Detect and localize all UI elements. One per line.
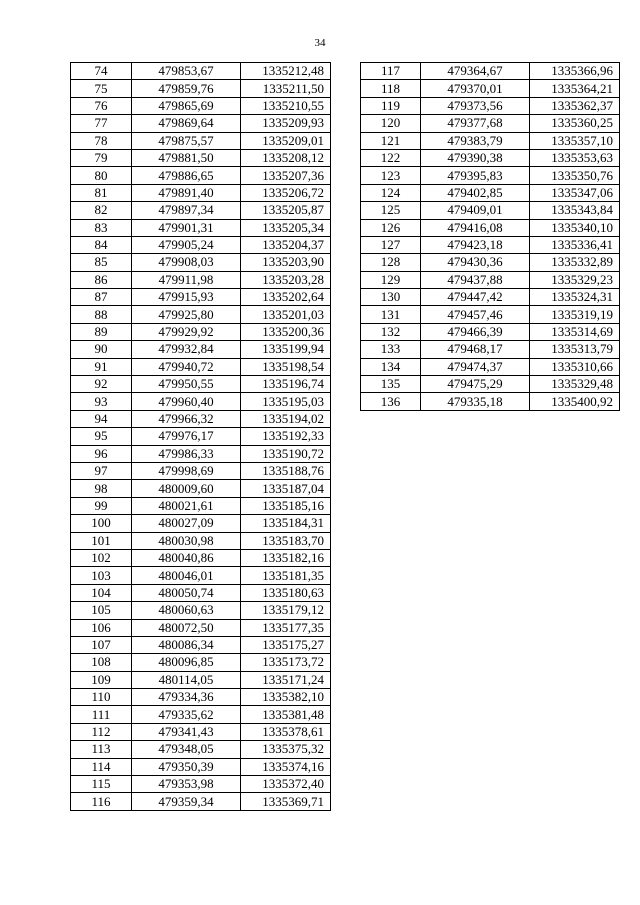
point-number-cell: 107 [71,636,132,653]
x-coordinate-cell: 479925,80 [132,306,241,323]
point-number-cell: 94 [71,410,132,427]
y-coordinate-cell: 1335192,33 [241,428,331,445]
y-coordinate-cell: 1335324,31 [530,289,620,306]
point-number-cell: 91 [71,358,132,375]
table-row [71,741,331,758]
point-number-cell: 79 [71,149,132,166]
y-coordinate-cell: 1335200,36 [241,323,331,340]
y-coordinate-cell: 1335375,32 [241,741,331,758]
x-coordinate-cell: 480046,01 [132,567,241,584]
point-number-cell: 89 [71,323,132,340]
y-coordinate-cell: 1335177,35 [241,619,331,636]
y-coordinate-cell: 1335203,90 [241,254,331,271]
point-number-cell: 123 [361,167,421,184]
point-number-cell: 83 [71,219,132,236]
point-number-cell: 81 [71,184,132,201]
table-row [361,306,620,323]
x-coordinate-cell: 479986,33 [132,445,241,462]
coordinates-table-left [70,62,331,811]
x-coordinate-cell: 479891,40 [132,184,241,201]
x-coordinate-cell: 479901,31 [132,219,241,236]
table-row [361,376,620,393]
table-row [361,63,620,80]
y-coordinate-cell: 1335319,19 [530,306,620,323]
y-coordinate-cell: 1335180,63 [241,584,331,601]
y-coordinate-cell: 1335175,27 [241,636,331,653]
y-coordinate-cell: 1335314,69 [530,323,620,340]
point-number-cell: 127 [361,236,421,253]
table-row [361,271,620,288]
table-row [361,167,620,184]
x-coordinate-cell: 479334,36 [132,689,241,706]
table-row [71,236,331,253]
y-coordinate-cell: 1335205,34 [241,219,331,236]
y-coordinate-cell: 1335199,94 [241,341,331,358]
x-coordinate-cell: 479950,55 [132,376,241,393]
table-row [71,689,331,706]
point-number-cell: 132 [361,323,421,340]
point-number-cell: 95 [71,428,132,445]
point-number-cell: 85 [71,254,132,271]
x-coordinate-cell: 479370,01 [421,80,530,97]
table-row [71,793,331,810]
point-number-cell: 129 [361,271,421,288]
x-coordinate-cell: 479390,38 [421,149,530,166]
x-coordinate-cell: 479966,32 [132,410,241,427]
table-row [71,184,331,201]
point-number-cell: 118 [361,80,421,97]
y-coordinate-cell: 1335203,28 [241,271,331,288]
x-coordinate-cell: 480086,34 [132,636,241,653]
table-row [361,132,620,149]
y-coordinate-cell: 1335201,03 [241,306,331,323]
point-number-cell: 115 [71,776,132,793]
y-coordinate-cell: 1335190,72 [241,445,331,462]
y-coordinate-cell: 1335196,74 [241,376,331,393]
table-row [71,149,331,166]
point-number-cell: 99 [71,497,132,514]
table-row [361,358,620,375]
point-number-cell: 128 [361,254,421,271]
table-row [71,515,331,532]
x-coordinate-cell: 479373,56 [421,97,530,114]
table-row [71,323,331,340]
x-coordinate-cell: 480114,05 [132,671,241,688]
x-coordinate-cell: 479335,18 [421,393,530,410]
point-number-cell: 109 [71,671,132,688]
table-row [71,219,331,236]
table-row [71,132,331,149]
table-row [71,654,331,671]
point-number-cell: 86 [71,271,132,288]
table-row [71,306,331,323]
table-row [71,723,331,740]
table-row [71,480,331,497]
x-coordinate-cell: 479976,17 [132,428,241,445]
table-row [71,254,331,271]
x-coordinate-cell: 479430,36 [421,254,530,271]
table-row [71,532,331,549]
point-number-cell: 78 [71,132,132,149]
x-coordinate-cell: 479915,93 [132,289,241,306]
point-number-cell: 119 [361,97,421,114]
y-coordinate-cell: 1335212,48 [241,63,331,80]
point-number-cell: 104 [71,584,132,601]
point-number-cell: 120 [361,115,421,132]
y-coordinate-cell: 1335369,71 [241,793,331,810]
y-coordinate-cell: 1335179,12 [241,602,331,619]
point-number-cell: 92 [71,376,132,393]
table-row [71,636,331,653]
y-coordinate-cell: 1335198,54 [241,358,331,375]
point-number-cell: 114 [71,758,132,775]
x-coordinate-cell: 479932,84 [132,341,241,358]
point-number-cell: 82 [71,202,132,219]
table-row [361,80,620,97]
table-row [71,63,331,80]
table-row [71,567,331,584]
table-row [71,97,331,114]
x-coordinate-cell: 479437,88 [421,271,530,288]
table-row [71,271,331,288]
x-coordinate-cell: 479348,05 [132,741,241,758]
y-coordinate-cell: 1335185,16 [241,497,331,514]
y-coordinate-cell: 1335382,10 [241,689,331,706]
table-row [361,254,620,271]
point-number-cell: 111 [71,706,132,723]
table-row [71,358,331,375]
point-number-cell: 75 [71,80,132,97]
y-coordinate-cell: 1335209,01 [241,132,331,149]
point-number-cell: 112 [71,723,132,740]
y-coordinate-cell: 1335347,06 [530,184,620,201]
table-row [361,341,620,358]
point-number-cell: 97 [71,462,132,479]
x-coordinate-cell: 479383,79 [421,132,530,149]
y-coordinate-cell: 1335372,40 [241,776,331,793]
x-coordinate-cell: 479875,57 [132,132,241,149]
table-row [361,323,620,340]
x-coordinate-cell: 480050,74 [132,584,241,601]
table-row [71,202,331,219]
x-coordinate-cell: 480060,63 [132,602,241,619]
x-coordinate-cell: 479998,69 [132,462,241,479]
y-coordinate-cell: 1335353,63 [530,149,620,166]
x-coordinate-cell: 479869,64 [132,115,241,132]
x-coordinate-cell: 479881,50 [132,149,241,166]
page-number: 34 [314,37,326,49]
x-coordinate-cell: 479475,29 [421,376,530,393]
x-coordinate-cell: 480009,60 [132,480,241,497]
point-number-cell: 121 [361,132,421,149]
point-number-cell: 76 [71,97,132,114]
y-coordinate-cell: 1335378,61 [241,723,331,740]
y-coordinate-cell: 1335374,16 [241,758,331,775]
y-coordinate-cell: 1335360,25 [530,115,620,132]
y-coordinate-cell: 1335207,36 [241,167,331,184]
table-row [71,341,331,358]
point-number-cell: 110 [71,689,132,706]
y-coordinate-cell: 1335210,55 [241,97,331,114]
y-coordinate-cell: 1335182,16 [241,549,331,566]
y-coordinate-cell: 1335171,24 [241,671,331,688]
x-coordinate-cell: 479897,34 [132,202,241,219]
point-number-cell: 98 [71,480,132,497]
y-coordinate-cell: 1335336,41 [530,236,620,253]
x-coordinate-cell: 479960,40 [132,393,241,410]
table-row [71,671,331,688]
y-coordinate-cell: 1335206,72 [241,184,331,201]
table-row [71,549,331,566]
point-number-cell: 103 [71,567,132,584]
table-row [361,184,620,201]
table-row [361,115,620,132]
table-row [71,602,331,619]
y-coordinate-cell: 1335202,64 [241,289,331,306]
y-coordinate-cell: 1335187,04 [241,480,331,497]
y-coordinate-cell: 1335343,84 [530,202,620,219]
point-number-cell: 133 [361,341,421,358]
table-row [71,462,331,479]
table-row [71,497,331,514]
y-coordinate-cell: 1335184,31 [241,515,331,532]
x-coordinate-cell: 479474,37 [421,358,530,375]
x-coordinate-cell: 480021,61 [132,497,241,514]
x-coordinate-cell: 480030,98 [132,532,241,549]
x-coordinate-cell: 479457,46 [421,306,530,323]
x-coordinate-cell: 479409,01 [421,202,530,219]
point-number-cell: 136 [361,393,421,410]
table-row [71,758,331,775]
x-coordinate-cell: 479468,17 [421,341,530,358]
table-row [71,428,331,445]
point-number-cell: 134 [361,358,421,375]
point-number-cell: 74 [71,63,132,80]
table-row [361,289,620,306]
x-coordinate-cell: 479929,92 [132,323,241,340]
x-coordinate-cell: 479853,67 [132,63,241,80]
table-row [71,584,331,601]
y-coordinate-cell: 1335362,37 [530,97,620,114]
x-coordinate-cell: 479940,72 [132,358,241,375]
point-number-cell: 93 [71,393,132,410]
point-number-cell: 100 [71,515,132,532]
table-row [361,202,620,219]
x-coordinate-cell: 479395,83 [421,167,530,184]
table-row [71,619,331,636]
point-number-cell: 102 [71,549,132,566]
table-row [361,149,620,166]
point-number-cell: 135 [361,376,421,393]
point-number-cell: 105 [71,602,132,619]
table-row [71,776,331,793]
table-row [71,445,331,462]
x-coordinate-cell: 480027,09 [132,515,241,532]
point-number-cell: 84 [71,236,132,253]
point-number-cell: 117 [361,63,421,80]
point-number-cell: 131 [361,306,421,323]
y-coordinate-cell: 1335188,76 [241,462,331,479]
table-row [71,706,331,723]
point-number-cell: 113 [71,741,132,758]
y-coordinate-cell: 1335183,70 [241,532,331,549]
point-number-cell: 106 [71,619,132,636]
point-number-cell: 77 [71,115,132,132]
table-row [361,97,620,114]
x-coordinate-cell: 479353,98 [132,776,241,793]
table-row [71,80,331,97]
table-row [71,410,331,427]
y-coordinate-cell: 1335350,76 [530,167,620,184]
table-row [71,167,331,184]
x-coordinate-cell: 479359,34 [132,793,241,810]
x-coordinate-cell: 479350,39 [132,758,241,775]
y-coordinate-cell: 1335313,79 [530,341,620,358]
y-coordinate-cell: 1335357,10 [530,132,620,149]
x-coordinate-cell: 479865,69 [132,97,241,114]
y-coordinate-cell: 1335364,21 [530,80,620,97]
y-coordinate-cell: 1335329,23 [530,271,620,288]
x-coordinate-cell: 479905,24 [132,236,241,253]
x-coordinate-cell: 479886,65 [132,167,241,184]
point-number-cell: 124 [361,184,421,201]
y-coordinate-cell: 1335366,96 [530,63,620,80]
point-number-cell: 90 [71,341,132,358]
point-number-cell: 108 [71,654,132,671]
point-number-cell: 125 [361,202,421,219]
y-coordinate-cell: 1335381,48 [241,706,331,723]
point-number-cell: 87 [71,289,132,306]
y-coordinate-cell: 1335194,02 [241,410,331,427]
x-coordinate-cell: 479341,43 [132,723,241,740]
y-coordinate-cell: 1335400,92 [530,393,620,410]
x-coordinate-cell: 479859,76 [132,80,241,97]
x-coordinate-cell: 479335,62 [132,706,241,723]
table-row [361,393,620,410]
x-coordinate-cell: 479466,39 [421,323,530,340]
table-row [71,393,331,410]
point-number-cell: 101 [71,532,132,549]
coordinates-table-right [360,62,620,411]
x-coordinate-cell: 479423,18 [421,236,530,253]
x-coordinate-cell: 480072,50 [132,619,241,636]
x-coordinate-cell: 479377,68 [421,115,530,132]
point-number-cell: 122 [361,149,421,166]
y-coordinate-cell: 1335340,10 [530,219,620,236]
point-number-cell: 116 [71,793,132,810]
point-number-cell: 96 [71,445,132,462]
point-number-cell: 88 [71,306,132,323]
x-coordinate-cell: 480040,86 [132,549,241,566]
point-number-cell: 130 [361,289,421,306]
y-coordinate-cell: 1335211,50 [241,80,331,97]
x-coordinate-cell: 480096,85 [132,654,241,671]
x-coordinate-cell: 479364,67 [421,63,530,80]
x-coordinate-cell: 479447,42 [421,289,530,306]
y-coordinate-cell: 1335310,66 [530,358,620,375]
y-coordinate-cell: 1335209,93 [241,115,331,132]
y-coordinate-cell: 1335173,72 [241,654,331,671]
y-coordinate-cell: 1335204,37 [241,236,331,253]
y-coordinate-cell: 1335195,03 [241,393,331,410]
table-row [71,376,331,393]
y-coordinate-cell: 1335181,35 [241,567,331,584]
y-coordinate-cell: 1335205,87 [241,202,331,219]
point-number-cell: 80 [71,167,132,184]
x-coordinate-cell: 479908,03 [132,254,241,271]
y-coordinate-cell: 1335208,12 [241,149,331,166]
x-coordinate-cell: 479911,98 [132,271,241,288]
y-coordinate-cell: 1335332,89 [530,254,620,271]
table-row [71,289,331,306]
x-coordinate-cell: 479416,08 [421,219,530,236]
table-row [361,219,620,236]
point-number-cell: 126 [361,219,421,236]
y-coordinate-cell: 1335329,48 [530,376,620,393]
x-coordinate-cell: 479402,85 [421,184,530,201]
table-row [361,236,620,253]
table-row [71,115,331,132]
